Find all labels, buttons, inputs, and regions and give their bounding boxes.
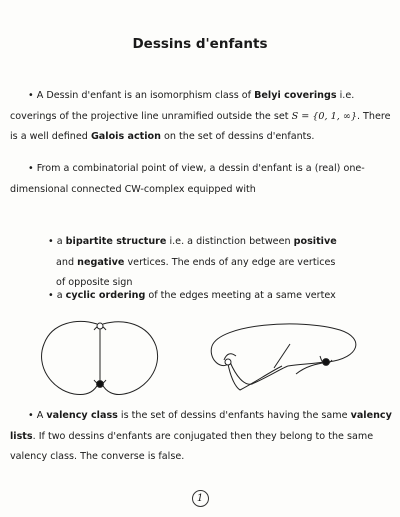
bold-term-valency-lists: valency lists — [10, 410, 392, 442]
sub-line-1 — [48, 232, 348, 253]
text: a — [56, 290, 66, 301]
paragraph-valency — [10, 406, 392, 468]
page-number-circle: 1 — [192, 490, 209, 507]
text: on the set of dessins d'enfants. — [160, 131, 315, 142]
bold-term-valency-class: valency class — [46, 410, 118, 421]
right-loop — [102, 322, 158, 395]
bold-term-positive: positive — [293, 236, 337, 247]
bullet: • — [48, 290, 54, 301]
text: of the edges meeting at a same vertex — [145, 290, 336, 301]
dessin-figures — [20, 314, 380, 414]
text: A — [36, 410, 47, 421]
text: i.e. coverings of the projective line unramified outside the set — [10, 90, 355, 122]
outer-loop — [212, 324, 356, 374]
paragraph-belyi — [10, 86, 392, 148]
sub-line-3: of opposite sign — [56, 277, 133, 288]
page-number — [0, 486, 400, 507]
crossing-stroke — [274, 344, 290, 368]
bullet: • — [28, 410, 34, 421]
positive-vertex — [97, 323, 103, 329]
text: A Dessin d'enfant is an isomorphism class of — [36, 90, 255, 101]
sub-bullet-cyclic — [48, 286, 348, 307]
bullet: • — [28, 163, 34, 174]
text: . If two dessins d'enfants are conjugated then they belong to the same valency class. The converse is false. — [10, 430, 374, 462]
negative-vertex — [323, 359, 330, 366]
bullet: • — [28, 90, 34, 101]
positive-vertex — [225, 359, 231, 365]
text: is the set of dessins d'enfants having the same — [117, 410, 351, 421]
orientation-arc-left — [224, 354, 236, 360]
left-loop — [42, 321, 98, 394]
paragraph-combinatorial — [10, 159, 392, 200]
bold-term-cyclic-ordering: cyclic ordering — [65, 290, 146, 301]
bold-term-negative: negative — [77, 256, 125, 268]
text: and — [56, 256, 78, 268]
text: From a combinatorial point of view, a dessin d'enfant is a (real) one-dimensional connected CW-complex equipped with — [10, 163, 365, 195]
negative-vertex — [97, 381, 104, 388]
text: vertices. The ends of any edge are vertices — [124, 256, 336, 268]
bold-term-bipartite-structure: bipartite structure — [65, 236, 167, 247]
figure-left-dessin — [42, 321, 158, 394]
text: . There is a well defined — [10, 110, 391, 142]
twisted-edge-inner — [230, 362, 288, 384]
text: i.e. a distinction between — [166, 236, 294, 247]
text: a — [56, 236, 66, 247]
sub-bullet-bipartite — [48, 232, 348, 294]
bold-term-galois-action: Galois action — [90, 131, 161, 142]
bold-term-belyi-coverings: Belyi coverings — [254, 90, 337, 101]
figure-right-dessin — [211, 324, 356, 390]
page-title: Dessins d'enfants — [132, 36, 268, 52]
sub-line-2 — [48, 253, 348, 274]
bullet: • — [48, 236, 54, 247]
math-set-s: S = {0, 1, ∞} — [291, 110, 357, 122]
